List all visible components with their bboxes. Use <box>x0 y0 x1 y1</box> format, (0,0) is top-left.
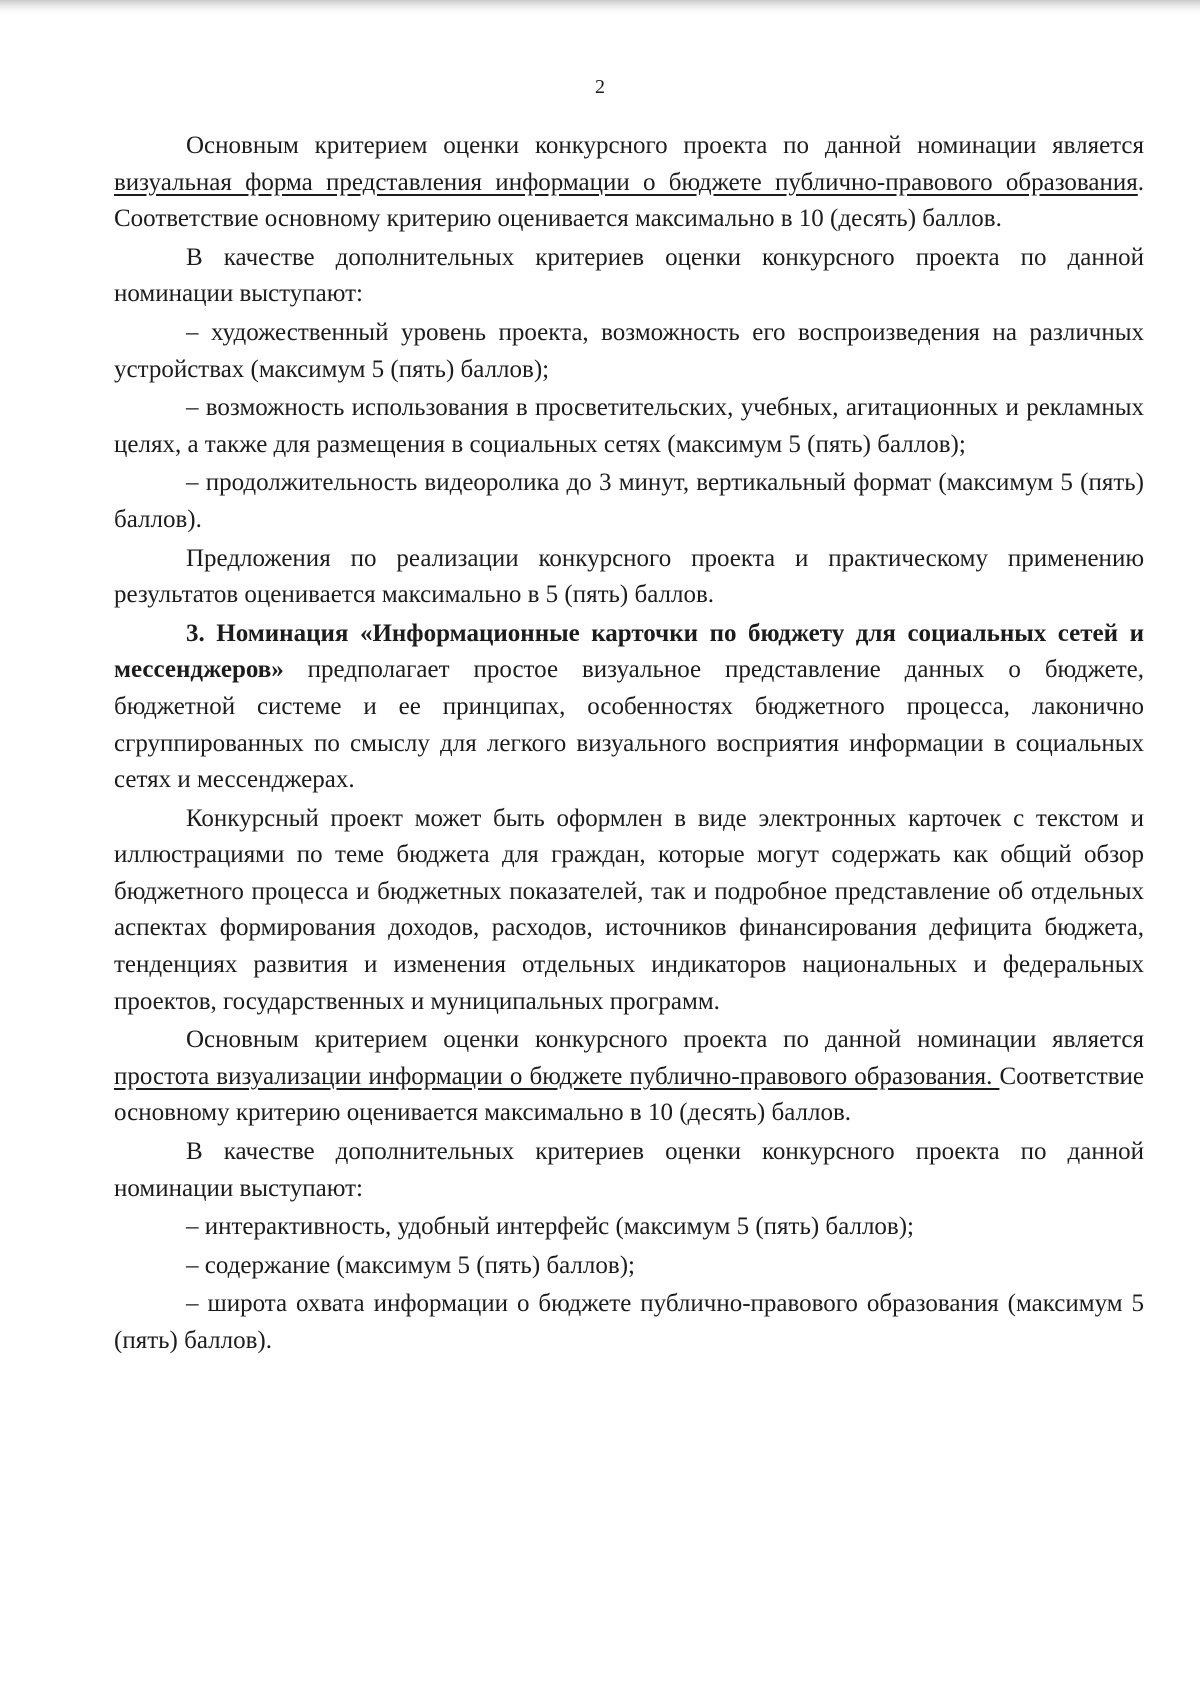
text: предполагает простое визуальное представление данных о бюджете, бюджетной системе и ее принципах, особенностях бюджетного процесса, лаконично сгруппированных по смыслу для легкого визуального восприятия информации в социальных сетях и мессенджерах. <box>114 656 1144 794</box>
text: . Соответствие основному критерию оценивается максимально в 10 (десять) баллов. <box>114 168 1144 233</box>
paragraph-project-format: Конкурсный проект может быть оформлен в виде электронных карточек с текстом и иллюстрациями по теме бюджета для граждан, которые могут содержать как общий обзор бюджетного процесса и бюджетных показателей, так и подробное представление об отдельных аспектах формирования доходов, расходов, источников финансирования дефицита бюджета, тенденциях развития и изменения отдельных индикаторов национальных и федеральных проектов, государственных и муниципальных программ. <box>114 804 1144 1015</box>
list-item-interactivity: – интерактивность, удобный интерфейс (максимум 5 (пять) баллов); <box>186 1213 914 1241</box>
paragraph-additional-criteria-intro: В качестве дополнительных критериев оценки конкурсного проекта по данной номинации выступают: <box>114 243 1144 308</box>
paragraph-implementation-proposals: Предложения по реализации конкурсного проекта и практическому применению результатов оценивается максимально в 5 (пять) баллов. <box>114 544 1144 609</box>
paragraph-additional-criteria-intro-2: В качестве дополнительных критериев оценки конкурсного проекта по данной номинации выступают: <box>114 1138 1144 1202</box>
text: Соответствие основному критерию оценивается максимально в 10 (десять) баллов. <box>114 1062 1144 1127</box>
list-item-content: – содержание (максимум 5 (пять) баллов); <box>186 1251 635 1279</box>
paragraph-nomination-3 <box>114 616 1144 799</box>
underlined-criterion: простота визуализации информации о бюджете публично-правового образования. <box>114 1062 1000 1090</box>
paragraph-main-criterion-cards <box>114 1022 1144 1132</box>
text: Основным критерием оценки конкурсного проекта по данной номинации является <box>186 1026 1144 1054</box>
paragraph-main-criterion-video <box>114 128 1144 238</box>
underlined-criterion: визуальная форма представления информации о бюджете публично-правового образования <box>114 168 1138 196</box>
list-item-artistic-level: – художественный уровень проекта, возможность его воспроизведения на различных устройствах (максимум 5 (пять) баллов); <box>114 318 1144 383</box>
list-item-video-duration: – продолжительность видеоролика до 3 минут, вертикальный формат (максимум 5 (пять) баллов). <box>114 469 1144 533</box>
page-number: 2 <box>595 76 605 98</box>
nomination-3-title: 3. Номинация «Информационные карточки по бюджету для социальных сетей и мессенджеров» <box>114 619 1144 684</box>
list-item-usage-possibility: – возможность использования в просветительских, учебных, агитационных и рекламных целях, а также для размещения в социальных сетях (максимум 5 (пять) баллов); <box>114 394 1144 458</box>
scan-edge <box>0 0 1200 16</box>
list-item-coverage: – широта охвата информации о бюджете публично-правового образования (максимум 5 (пять) баллов). <box>114 1290 1144 1354</box>
text: Основным критерием оценки конкурсного проекта по данной номинации является <box>186 132 1144 159</box>
document-body <box>114 128 1144 1362</box>
